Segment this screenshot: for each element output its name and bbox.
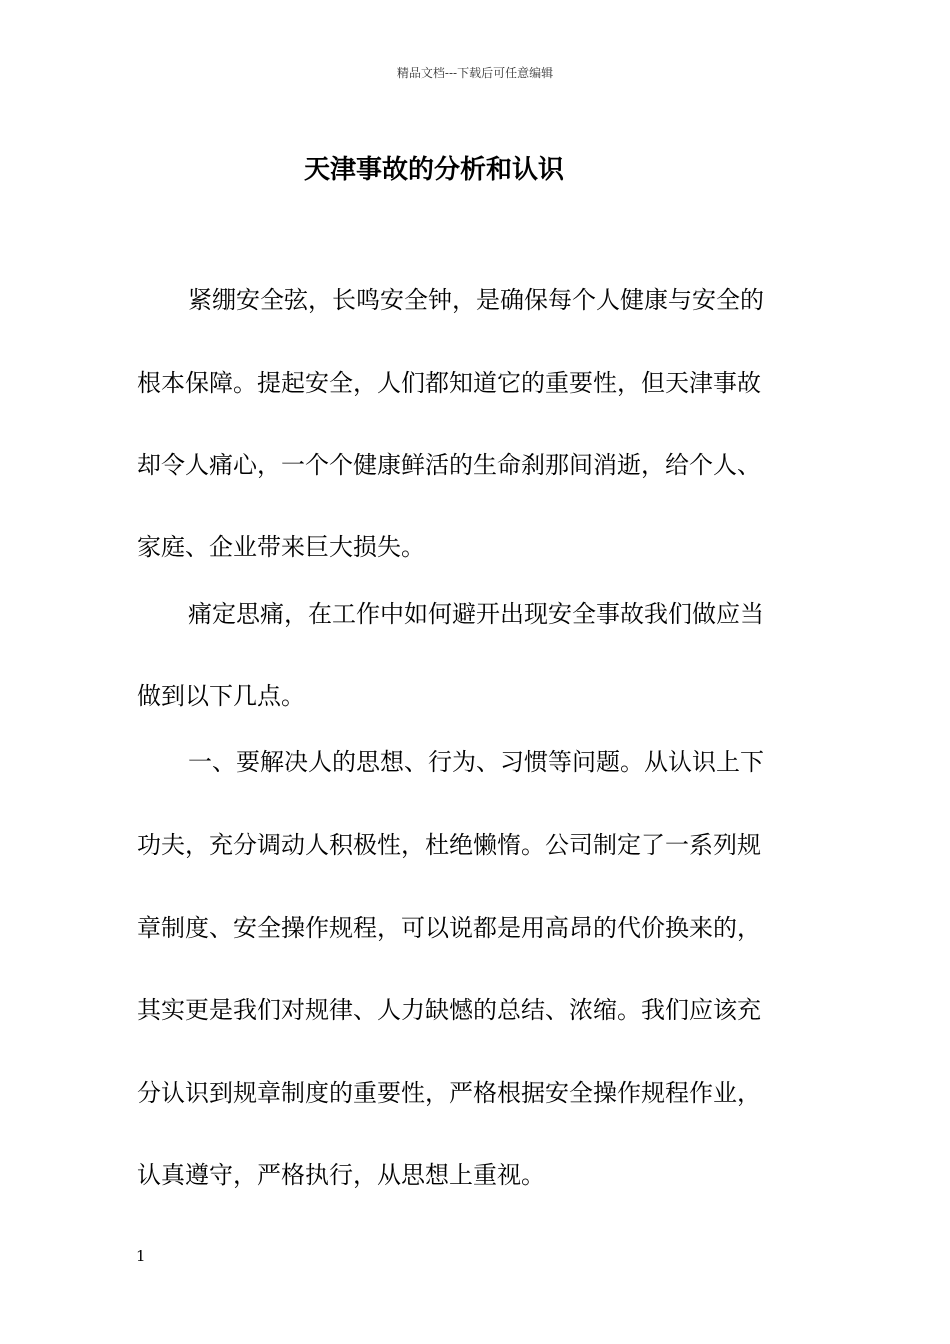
page-number: 1 xyxy=(136,1247,146,1265)
body-line-5: 痛定思痛，在工作中如何避开出现安全事故我们做应当 xyxy=(188,600,764,628)
body-line-12: 认真遵守，严格执行，从思想上重视。 xyxy=(137,1161,545,1189)
body-line-9: 章制度、安全操作规程，可以说都是用高昂的代价换来的， xyxy=(137,914,761,942)
body-line-6: 做到以下几点。 xyxy=(137,682,305,710)
body-line-3: 却令人痛心，一个个健康鲜活的生命刹那间消逝，给个人、 xyxy=(137,451,761,479)
body-line-2: 根本保障。提起安全，人们都知道它的重要性，但天津事故 xyxy=(137,369,761,397)
body-line-8: 功夫，充分调动人积极性，杜绝懒惰。公司制定了一系列规 xyxy=(137,831,761,859)
body-line-4: 家庭、企业带来巨大损失。 xyxy=(137,533,425,561)
body-line-1: 紧绷安全弦，长鸣安全钟，是确保每个人健康与安全的 xyxy=(188,286,764,314)
page-header: 精品文档---下载后可任意编辑 xyxy=(396,66,554,80)
body-line-7: 一、要解决人的思想、行为、习惯等问题。从认识上下 xyxy=(188,748,764,776)
body-line-11: 分认识到规章制度的重要性，严格根据安全操作规程作业， xyxy=(137,1079,761,1107)
document-title: 天津事故的分析和认识 xyxy=(303,155,564,185)
body-line-10: 其实更是我们对规律、人力缺憾的总结、浓缩。我们应该充 xyxy=(137,996,761,1024)
